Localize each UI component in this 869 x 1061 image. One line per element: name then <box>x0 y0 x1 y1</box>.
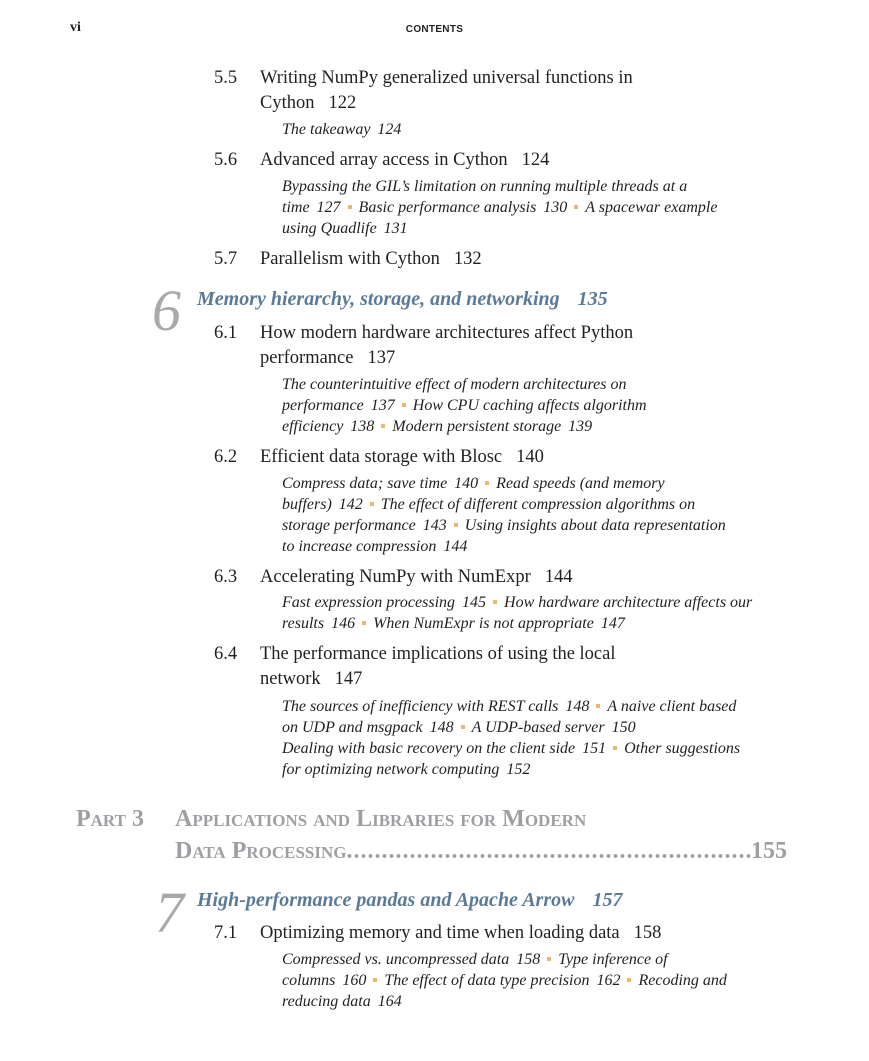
separator-bullet <box>348 205 352 209</box>
section-page: 124 <box>521 150 550 170</box>
section-page: 147 <box>334 668 363 689</box>
subsection-item[interactable]: Fast expression processing 145 <box>282 594 487 611</box>
subsection-item[interactable]: A UDP-based server 150 <box>471 719 636 736</box>
section-number: 5.5 <box>214 68 238 88</box>
section-title: Optimizing memory and time when loading data <box>260 923 620 943</box>
subsection-list <box>282 696 747 780</box>
separator-bullet <box>381 424 385 428</box>
section-page: 137 <box>367 347 396 368</box>
separator-bullet <box>373 978 377 982</box>
page-number: vi <box>70 20 81 35</box>
subsection-item[interactable]: Using insights about data representation to increase compression 144 <box>282 517 726 555</box>
subsection-item[interactable]: Recoding and reducing data 164 <box>282 972 727 1010</box>
running-header: CONTENTS <box>405 24 464 35</box>
subsection-item[interactable]: A naive client based on UDP and msgpack 148 <box>282 698 737 736</box>
section-number: 5.7 <box>214 249 238 269</box>
separator-bullet <box>362 621 366 625</box>
subsection-item[interactable]: The sources of inefficiency with REST calls 148 <box>282 698 590 715</box>
part-page: 155 <box>751 838 787 864</box>
chapter-number: 6 <box>152 278 181 343</box>
section-page: 144 <box>544 567 573 587</box>
section-number: 6.3 <box>214 567 238 587</box>
section-title: The performance implications of using the local network <box>260 644 616 689</box>
subsection-item[interactable]: When NumExpr is not appropriate 147 <box>373 615 625 632</box>
subsection-item[interactable]: Dealing with basic recovery on the client side 151 <box>282 740 607 757</box>
subsection-item[interactable]: Read speeds (and memory buffers) 142 <box>282 475 665 513</box>
section-title: How modern hardware architectures affect Python performance <box>260 323 634 368</box>
separator-bullet <box>461 725 465 729</box>
part-label: Part 3 <box>76 806 144 832</box>
section-title: Accelerating NumPy with NumExpr <box>260 567 531 587</box>
subsection-item[interactable]: The counterintuitive effect of modern architectures on performance 137 <box>282 376 627 414</box>
separator-bullet <box>627 978 631 982</box>
subsection-list <box>282 176 732 239</box>
chapter-title[interactable]: High-performance pandas and Apache Arrow 157 <box>197 889 623 911</box>
section-page: 158 <box>633 923 662 943</box>
subsection-item[interactable]: How CPU caching affects algorithm efficiency 138 <box>282 397 647 435</box>
subsection-item[interactable]: Bypassing the GIL’s limitation on running multiple threads at a time 127 <box>282 178 688 216</box>
subsection-list <box>282 119 752 140</box>
subsection-list <box>282 592 762 634</box>
section-number: 5.6 <box>214 150 238 170</box>
section-number: 6.2 <box>214 447 238 467</box>
section-number: 6.4 <box>214 644 238 664</box>
dot-leader <box>347 835 751 867</box>
section-title: Parallelism with Cython <box>260 249 440 269</box>
separator-bullet <box>402 403 406 407</box>
separator-bullet <box>485 481 489 485</box>
section-page: 132 <box>453 249 482 269</box>
subsection-item[interactable]: Other suggestions for optimizing network computing 152 <box>282 740 741 778</box>
separator-bullet <box>454 523 458 527</box>
separator-bullet <box>547 957 551 961</box>
subsection-list <box>282 473 737 557</box>
subsection-item[interactable]: The effect of data type precision 162 <box>384 972 621 989</box>
separator-bullet <box>613 746 617 750</box>
separator-bullet <box>596 704 600 708</box>
part-title-line-1: Applications and Libraries for Modern <box>175 806 587 832</box>
subsection-item[interactable]: Compress data; save time 140 <box>282 475 479 492</box>
part-title-line-2: Data Processing <box>175 838 347 864</box>
subsection-item[interactable]: Type inference of columns 160 <box>282 951 668 989</box>
separator-bullet <box>493 600 497 604</box>
subsection-item[interactable]: The effect of different compression algorithms on storage performance 143 <box>282 496 696 534</box>
subsection-list <box>282 374 692 437</box>
chapter-number: 7 <box>155 880 184 945</box>
subsection-item[interactable]: A spacewar example using Quadlife 131 <box>282 199 718 237</box>
section-title: Efficient data storage with Blosc <box>260 447 503 467</box>
subsection-list <box>282 949 752 1012</box>
subsection-item[interactable]: Modern persistent storage 139 <box>392 418 593 435</box>
section-page: 122 <box>328 92 357 113</box>
subsection-item[interactable]: Compressed vs. uncompressed data 158 <box>282 951 541 968</box>
section-title: Writing NumPy generalized universal functions in Cython <box>260 68 633 113</box>
section-number: 7.1 <box>214 923 238 943</box>
chapter-title[interactable]: Memory hierarchy, storage, and networking 135 <box>197 288 608 310</box>
subsection-item[interactable]: Basic performance analysis 130 <box>358 199 568 216</box>
section-title: Advanced array access in Cython <box>260 150 508 170</box>
separator-bullet <box>370 502 374 506</box>
separator-bullet <box>574 205 578 209</box>
section-number: 6.1 <box>214 323 238 343</box>
subsection-item[interactable]: The takeaway 124 <box>282 121 402 138</box>
subsection-item[interactable]: How hardware architecture affects our results 146 <box>282 594 753 632</box>
section-page: 140 <box>516 447 544 467</box>
